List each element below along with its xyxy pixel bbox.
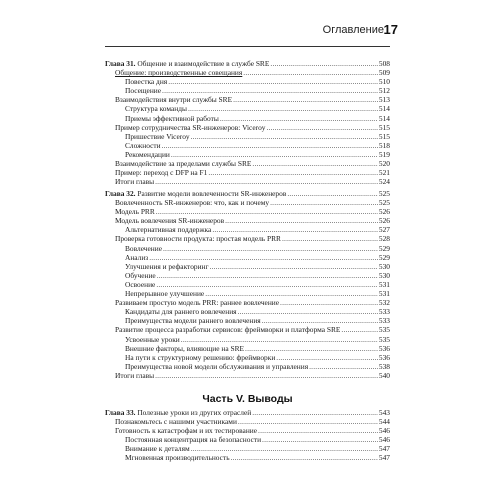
dot-leader (188, 104, 378, 113)
toc-entry-title: Пришествие Viceroy (125, 131, 190, 141)
toc-entry[interactable] (105, 168, 390, 177)
toc-page-number: 533 (378, 307, 390, 317)
dot-leader (162, 141, 378, 150)
toc-page-number: 547 (378, 444, 390, 454)
toc-page-number: 514 (378, 104, 390, 114)
toc-entry-title: Взаимодействия внутри службы SRE (115, 95, 233, 105)
chapter-number: Глава 32. (105, 189, 136, 198)
toc-page-number: 513 (378, 95, 390, 105)
toc-entry[interactable] (105, 417, 390, 426)
dot-leader (155, 177, 378, 186)
dot-leader (231, 453, 378, 462)
toc-entry[interactable] (105, 426, 390, 435)
toc-page-number: 526 (378, 216, 390, 226)
toc-entry-title: Взаимодействие за пределами службы SRE (115, 159, 252, 169)
toc-page-number: 519 (378, 149, 390, 159)
chapter-title: Полезные уроки из других отраслей (135, 408, 252, 417)
header-rule (105, 46, 390, 47)
dot-leader (171, 150, 378, 159)
toc-entry[interactable] (105, 123, 390, 132)
dot-leader (162, 86, 378, 95)
toc-entry[interactable] (105, 150, 390, 159)
toc-entry[interactable] (105, 132, 390, 141)
toc-entry-title: Общение: производственные совещания (115, 68, 243, 78)
dot-leader (225, 216, 378, 225)
dot-leader (252, 159, 378, 168)
dot-leader (276, 353, 378, 362)
toc-page-number: 547 (378, 453, 390, 463)
chapter-title: Общение и взаимодействие в службе SRE (135, 59, 270, 68)
toc-entry[interactable] (105, 95, 390, 104)
dot-leader (287, 189, 378, 198)
toc-entry[interactable] (105, 307, 390, 316)
toc-entry[interactable] (105, 362, 390, 371)
toc-entry-title: Усвоенные уроки (125, 334, 180, 344)
toc-entry[interactable] (105, 159, 390, 168)
toc-page-number: 515 (378, 131, 390, 141)
dot-leader (258, 426, 378, 435)
dot-leader (157, 271, 378, 280)
toc-entry[interactable] (105, 298, 390, 307)
toc-entry[interactable] (105, 225, 390, 234)
toc-entry[interactable] (105, 141, 390, 150)
toc-chapter-entry[interactable] (105, 408, 390, 417)
toc-page-number: 514 (378, 113, 390, 123)
toc-entry[interactable] (105, 207, 390, 216)
toc-entry-title: Проверка готовности продукта: простая модель PRR (115, 234, 281, 244)
dot-leader (341, 325, 378, 334)
toc-entry-title: Познакомьтесь с нашими участниками (115, 417, 237, 427)
dot-leader (266, 123, 377, 132)
toc-entry-title: Кандидаты для раннего вовлечения (125, 307, 237, 317)
toc-entry[interactable] (105, 234, 390, 243)
toc-page-number: 536 (378, 343, 390, 353)
toc-entry[interactable] (105, 77, 390, 86)
dot-leader (210, 262, 378, 271)
toc-page-number: 535 (378, 334, 390, 344)
toc-entry[interactable] (105, 114, 390, 123)
header-title: Оглавление (322, 24, 384, 36)
toc-entry-title: Вовлеченность SR-инженеров: что, как и почему (115, 198, 270, 208)
toc-entry-title: Модель вовлечения SR-инженеров (115, 216, 225, 226)
toc-entry[interactable] (105, 444, 390, 453)
toc-page-number: 521 (378, 168, 390, 178)
toc-entry-title: Обучение (125, 270, 156, 280)
dot-leader (270, 198, 378, 207)
toc-page-number: 531 (378, 279, 390, 289)
toc-entry-title: Мгновенная производительность (125, 453, 230, 463)
toc-entry[interactable] (105, 353, 390, 362)
toc-page-number: 530 (378, 270, 390, 280)
dot-leader (245, 344, 378, 353)
toc-page-number: 509 (378, 68, 390, 78)
dot-leader (155, 371, 378, 380)
toc-entry-title: Преимущества модели раннего вовлечения (125, 316, 261, 326)
header-page-number: 17 (383, 22, 398, 37)
part-title: Часть V. Выводы (202, 393, 293, 405)
toc-page-number: 540 (378, 370, 390, 380)
dot-leader (191, 444, 378, 453)
toc-entry-title: Улучшения и рефакторинг (125, 261, 209, 271)
dot-leader (238, 417, 378, 426)
toc-entry-title: Альтернативная поддержка (125, 225, 212, 235)
toc-entry[interactable] (105, 453, 390, 462)
running-header (0, 22, 500, 40)
toc-entry-title: Структура команды (125, 104, 187, 114)
toc-page-number: 532 (378, 298, 390, 308)
toc-entry-title (105, 189, 286, 198)
dot-leader (205, 289, 378, 298)
toc-entry-title: Пример сотрудничества SR-инженеров: Viceroy (115, 122, 266, 132)
dot-leader (181, 335, 378, 344)
toc-entry[interactable] (105, 344, 390, 353)
dot-leader (156, 280, 378, 289)
toc-entry-title: Итоги главы (115, 370, 155, 380)
dot-leader (252, 408, 378, 417)
toc-entry[interactable] (105, 289, 390, 298)
toc-entry-title: Внимание к деталям (125, 444, 190, 454)
toc-entry[interactable] (105, 216, 390, 225)
toc-page-number: 531 (378, 289, 390, 299)
toc-entry[interactable] (105, 198, 390, 207)
dot-leader (238, 307, 378, 316)
toc-entry-title: Анализ (125, 252, 149, 262)
dot-leader (191, 132, 378, 141)
toc-page-number: 525 (378, 198, 390, 208)
toc-entry-title: Постоянная концентрация на безопасности (125, 435, 262, 445)
dot-leader (212, 225, 378, 234)
toc-entry[interactable] (105, 316, 390, 325)
chapter-title: Развитие модели вовлеченности SR-инженеров (135, 189, 287, 198)
dot-leader (233, 95, 378, 104)
toc-entry-title: Непрерывное улучшение (125, 289, 205, 299)
toc-entry[interactable] (105, 68, 390, 77)
dot-leader (262, 435, 378, 444)
toc-page-number: 520 (378, 159, 390, 169)
toc-entry-title: Повестка дня (125, 77, 168, 87)
chapter-number: Глава 31. (105, 59, 136, 68)
toc-entry[interactable] (105, 177, 390, 186)
dot-leader (243, 68, 378, 77)
toc-page-number: 515 (378, 122, 390, 132)
toc-entry-title: Посещение (125, 86, 162, 96)
dot-leader (280, 298, 378, 307)
toc-page-number: 524 (378, 177, 390, 187)
toc-entry[interactable] (105, 86, 390, 95)
chapter-number: Глава 33. (105, 408, 136, 417)
dot-leader (309, 362, 378, 371)
toc-entry-title: Итоги главы (115, 177, 155, 187)
toc-entry[interactable] (105, 253, 390, 262)
toc-page-number: 536 (378, 352, 390, 362)
dot-leader (168, 77, 378, 86)
toc-entry-title: Развиваем простую модель PRR: раннее вовлечение (115, 298, 280, 308)
toc-entry[interactable] (105, 262, 390, 271)
toc-page-number: 527 (378, 225, 390, 235)
toc-page-number: 512 (378, 86, 390, 96)
toc-page-number: 529 (378, 252, 390, 262)
dot-leader (156, 207, 378, 216)
toc-page-number: 546 (378, 435, 390, 445)
dot-leader (220, 114, 378, 123)
toc-chapter-31 (105, 59, 390, 186)
toc-page-number: 538 (378, 361, 390, 371)
toc-entry[interactable] (105, 371, 390, 380)
toc-entry-title: Преимущества новой модели обслуживания и управления (125, 361, 309, 371)
toc-entry-title: Внешние факторы, влияющие на SRE (125, 343, 245, 353)
toc-entry-title: Рекомендации (125, 149, 170, 159)
toc-entry[interactable] (105, 435, 390, 444)
toc-entry[interactable] (105, 271, 390, 280)
toc-entry-title: Пример: переход с DFP на F1 (115, 168, 208, 178)
toc-entry-title (105, 59, 269, 68)
toc-page-number: 526 (378, 207, 390, 217)
toc-page-number: 546 (378, 426, 390, 436)
toc-entry-title: Сложности (125, 140, 161, 150)
toc-chapter-entry[interactable] (105, 59, 390, 68)
dot-leader (208, 168, 378, 177)
dot-leader (149, 253, 378, 262)
dot-leader (270, 59, 378, 68)
toc-page-number: 528 (378, 234, 390, 244)
toc-entry[interactable] (105, 280, 390, 289)
dot-leader (262, 316, 378, 325)
toc-chapter-33 (105, 408, 390, 463)
toc-entry-title: Модель PRR (115, 207, 155, 217)
toc-page-number: 544 (378, 417, 390, 427)
dot-leader (282, 234, 378, 243)
toc-entry-title: На пути к структурному решению: фреймворки (125, 352, 276, 362)
toc-page-number: 543 (378, 408, 390, 417)
toc-page-number: 529 (378, 243, 390, 253)
toc-page-number: 508 (378, 59, 390, 68)
toc-entry-title: Приемы эффективной работы (125, 113, 219, 123)
toc-entry[interactable] (105, 325, 390, 334)
toc-entry[interactable] (105, 335, 390, 344)
toc-entry-title: Готовность к катастрофам и их тестирование (115, 426, 258, 436)
toc-entry-title: Освоение (125, 279, 156, 289)
toc-entry[interactable] (105, 104, 390, 113)
toc-page-number: 535 (378, 325, 390, 335)
toc-entry-title: Развитие процесса разработки сервисов: фреймворки и платформа SRE (115, 325, 341, 335)
toc-page-number: 530 (378, 261, 390, 271)
toc-chapter-32 (105, 189, 390, 380)
toc-page-number: 510 (378, 77, 390, 87)
toc-entry-title (105, 408, 251, 417)
toc-chapter-entry[interactable] (105, 189, 390, 198)
dot-leader (163, 244, 378, 253)
toc-entry[interactable] (105, 244, 390, 253)
toc-page-number: 533 (378, 316, 390, 326)
toc-entry-title: Вовлечение (125, 243, 162, 253)
toc-page-number: 525 (378, 189, 390, 198)
toc-page-number: 518 (378, 140, 390, 150)
